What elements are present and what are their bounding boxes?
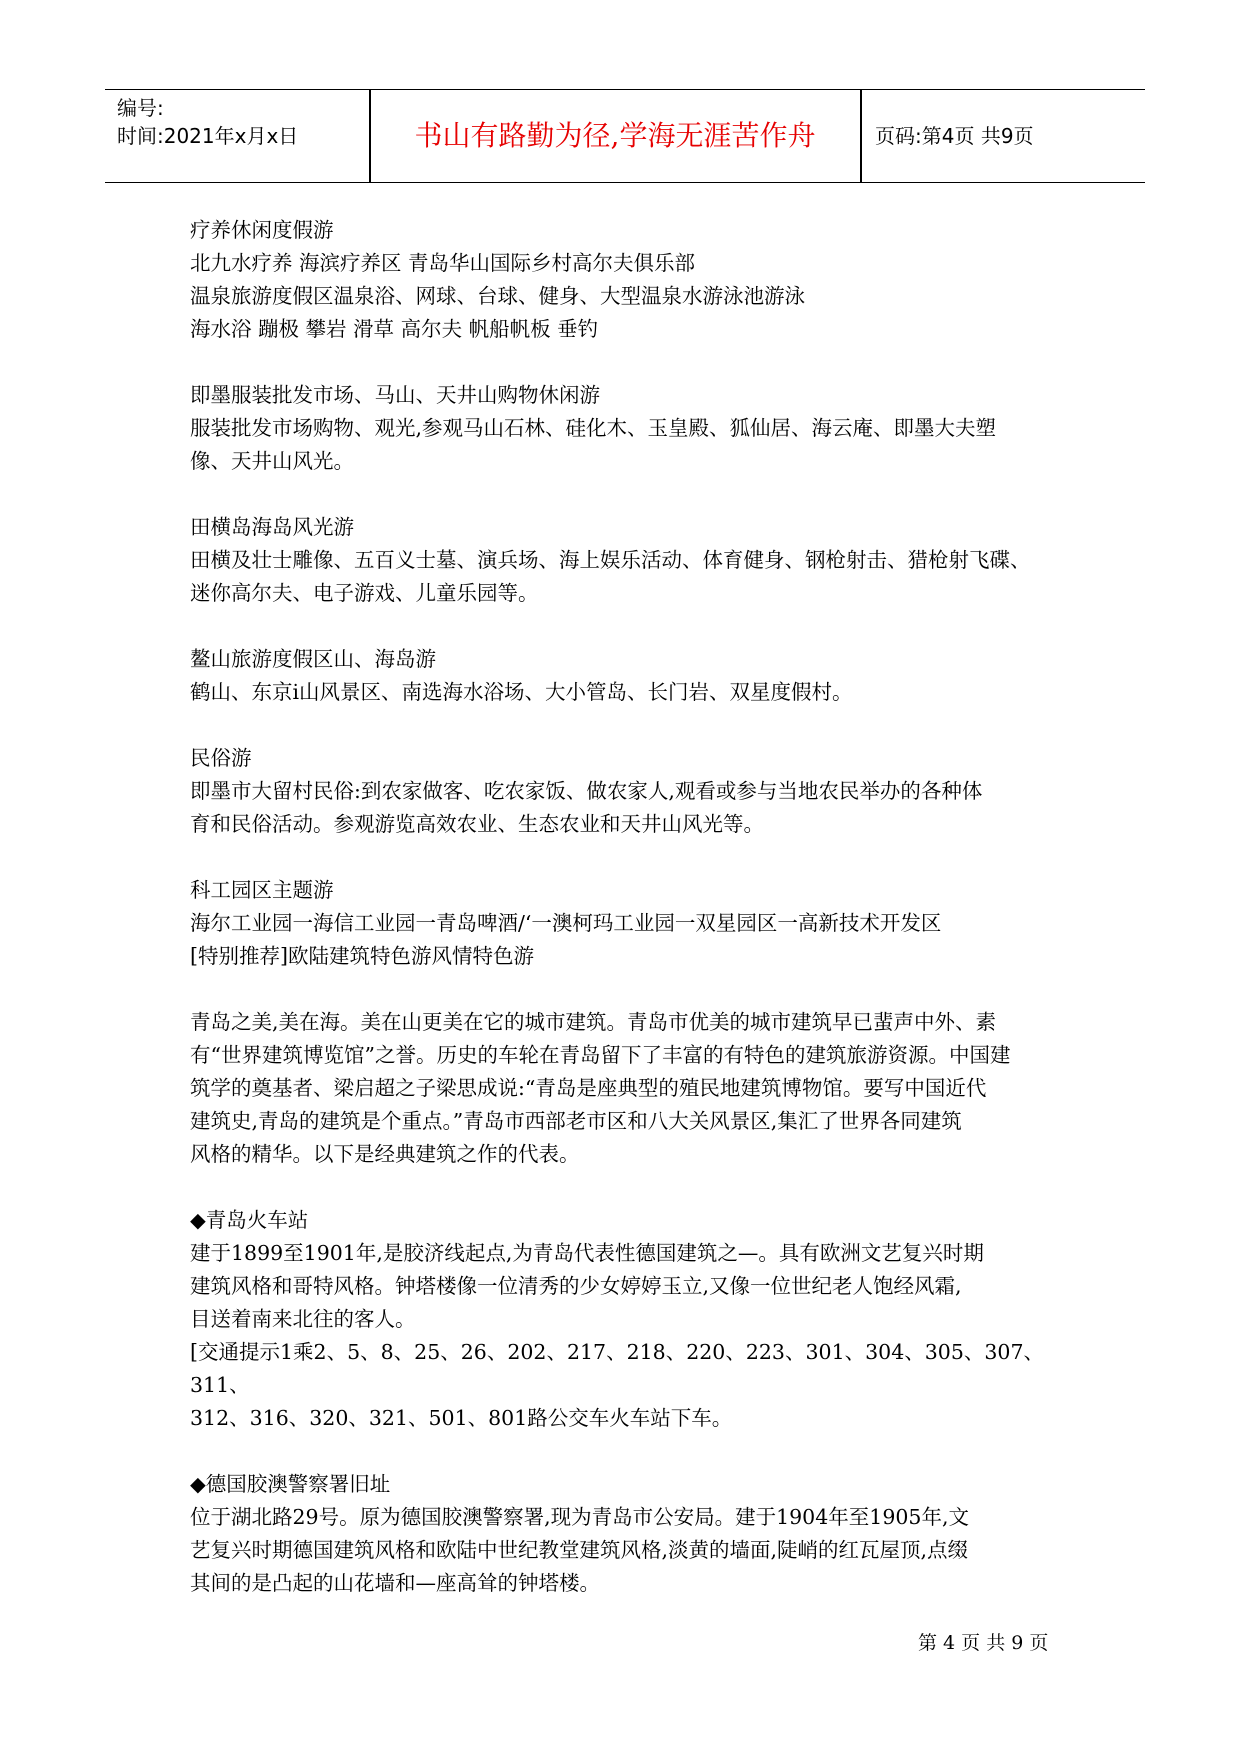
section-gap (190, 841, 1070, 874)
document-time-label: 时间:2021年x月x日 (117, 124, 299, 148)
paragraph-line: 服装批发市场购物、观光,参观马山石林、硅化木、玉皇殿、狐仙居、海云庵、即墨大夫塑 (190, 416, 997, 440)
section-heading: 青岛之美,美在海。美在山更美在它的城市建筑。青岛市优美的城市建筑早已蜚声中外、素 (190, 1010, 997, 1034)
section-heading: ◆青岛火车站 (190, 1208, 309, 1232)
section-gap (190, 1171, 1070, 1204)
paragraph-line: 田横及壮士雕像、五百义士墓、演兵场、海上娱乐活动、体育健身、钢枪射击、猎枪射飞碟、 (190, 548, 1031, 572)
paragraph-line: 目送着南来北往的客人。 (190, 1307, 416, 1331)
paragraph-line: 312、316、320、321、501、801路公交车火车站下车。 (190, 1406, 733, 1430)
header-motto: 书山有路勤为径,学海无涯苦作舟 (414, 119, 816, 152)
page-header (105, 89, 1145, 183)
paragraph-line: 建筑风格和哥特风格。钟塔楼像一位清秀的少女婷婷玉立,又像一位世纪老人饱经风霜, (190, 1274, 962, 1298)
paragraph-line: 迷你高尔夫、电子游戏、儿童乐园等。 (190, 581, 539, 605)
paragraph-line: 其间的是凸起的山花墙和—座高耸的钟塔楼。 (190, 1571, 600, 1595)
page-footer: 第 4 页 共 9 页 (918, 1632, 1049, 1654)
paragraph-line: [特别推荐]欧陆建筑特色游风情特色游 (190, 944, 534, 968)
paragraph-line: 艺复兴时期德国建筑风格和欧陆中世纪教堂建筑风格,淡黄的墙面,陡峭的红瓦屋顶,点缀 (190, 1538, 969, 1562)
paragraph-line: 有“世界建筑博览馆”之誉。历史的车轮在青岛留下了丰富的有特色的建筑旅游资源。中国建 (190, 1043, 1011, 1067)
paragraph-line: [交通提示1乘2、5、8、25、26、202、217、218、220、223、301、304、305、307、311、 (190, 1340, 1044, 1397)
paragraph-line: 育和民俗活动。参观游览高效农业、生态农业和天井山风光等。 (190, 812, 764, 836)
section (190, 1006, 1070, 1171)
section-heading: 疗养休闲度假游 (190, 218, 334, 242)
paragraph-line: 筑学的奠基者、梁启超之子梁思成说:“青岛是座典型的殖民地建筑博物馆。要写中国近代 (190, 1076, 987, 1100)
section-gap (190, 478, 1070, 511)
paragraph-line: 风格的精华。以下是经典建筑之作的代表。 (190, 1142, 580, 1166)
section (190, 742, 1070, 841)
paragraph-line: 温泉旅游度假区温泉浴、网球、台球、健身、大型温泉水游泳池游泳 (190, 284, 805, 308)
section-gap (190, 610, 1070, 643)
paragraph-line: 像、天井山风光。 (190, 449, 354, 473)
paragraph-line: 北九水疗养 海滨疗养区 青岛华山国际乡村高尔夫俱乐部 (190, 251, 696, 275)
section (190, 643, 1070, 709)
paragraph-line: 建于1899至1901年,是胶济线起点,为青岛代表性德国建筑之—。具有欧洲文艺复兴时期 (190, 1241, 984, 1265)
header-meta (117, 94, 298, 150)
paragraph-line: 海尔工业园一海信工业园一青岛啤酒/‘一澳柯玛工业园一双星园区一高新技术开发区 (190, 911, 942, 935)
paragraph-line: 鹤山、东京i山风景区、南选海水浴场、大小管岛、长门岩、双星度假村。 (190, 680, 853, 704)
section-gap (190, 346, 1070, 379)
section-heading: ◆德国胶澳警察署旧址 (190, 1472, 391, 1496)
section (190, 1204, 1070, 1435)
section (190, 1468, 1070, 1600)
paragraph-line: 海水浴 蹦极 攀岩 滑草 高尔夫 帆船帆板 垂钓 (190, 317, 599, 341)
section (190, 874, 1070, 973)
document-number-label: 编号: (117, 96, 164, 120)
document-body (190, 214, 1070, 1600)
header-divider (860, 90, 862, 182)
section-gap (190, 1435, 1070, 1468)
section-gap (190, 973, 1070, 1006)
section (190, 214, 1070, 346)
section (190, 379, 1070, 478)
paragraph-line: 即墨市大留村民俗:到农家做客、吃农家饭、做农家人,观看或参与当地农民举办的各种体 (190, 779, 983, 803)
section-heading: 民俗游 (190, 746, 252, 770)
section-heading: 鳌山旅游度假区山、海岛游 (190, 647, 436, 671)
section (190, 511, 1070, 610)
paragraph-line: 位于湖北路29号。原为德国胶澳警察署,现为青岛市公安局。建于1904年至1905年,文 (190, 1505, 969, 1529)
section-heading: 即墨服装批发市场、马山、天井山购物休闲游 (190, 383, 600, 407)
paragraph-line: 建筑史,青岛的建筑是个重点。”青岛市西部老市区和八大关风景区,集汇了世界各同建筑 (190, 1109, 962, 1133)
section-heading: 田横岛海岛风光游 (190, 515, 354, 539)
header-page-number: 页码:第4页 共9页 (875, 124, 1034, 148)
section-gap (190, 709, 1070, 742)
section-heading: 科工园区主题游 (190, 878, 334, 902)
